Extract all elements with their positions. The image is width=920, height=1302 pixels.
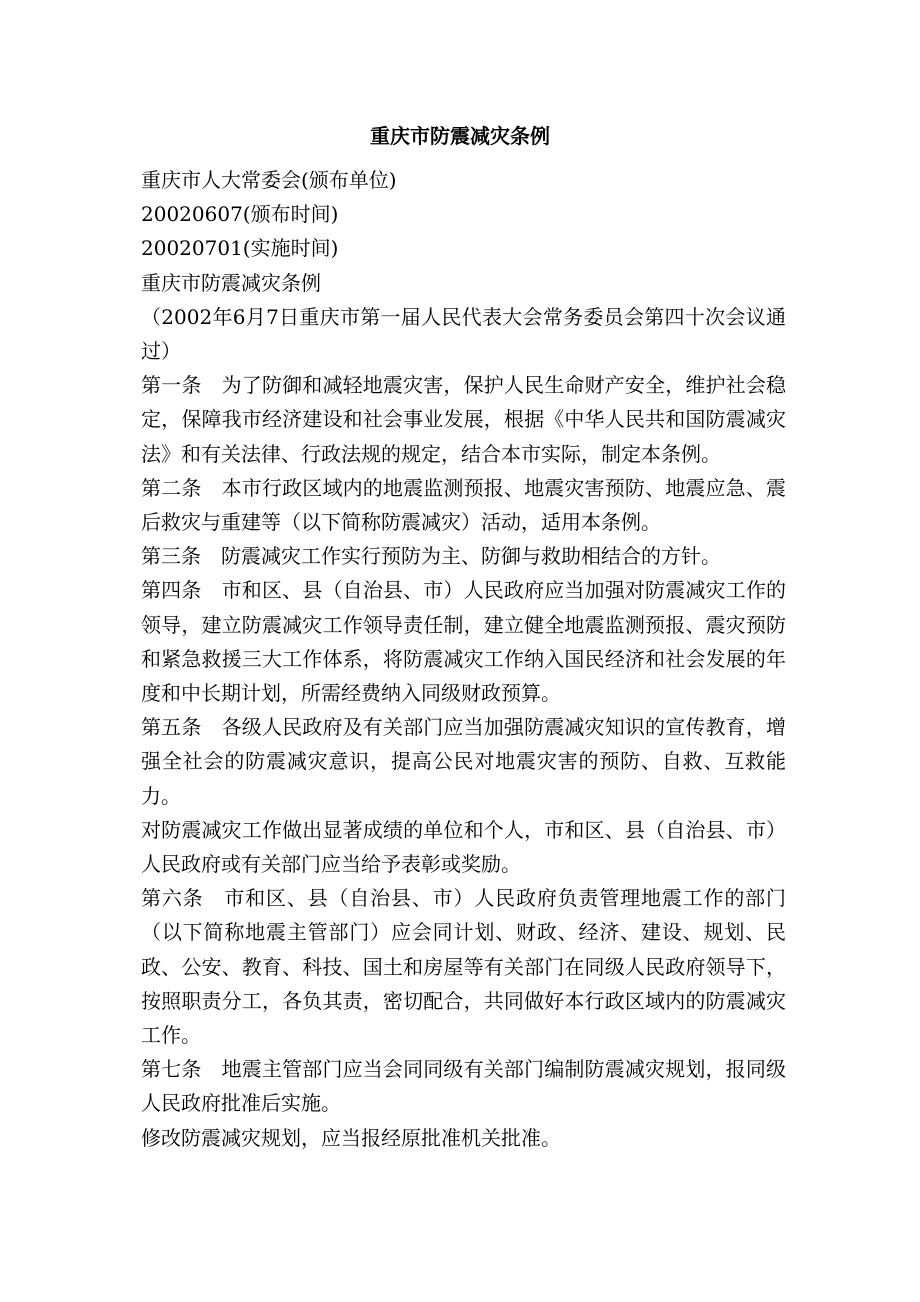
- regulation-name-line: 重庆市防震减灾条例: [141, 270, 321, 295]
- article-2: 第二条 本市行政区域内的地震监测预报、地震灾害预防、地震应急、震后救灾与重建等（以下简称防震减灾）活动，适用本条例。: [141, 475, 786, 535]
- article-6: 第六条 市和区、县（自治县、市）人民政府负责管理地震工作的部门（以下简称地震主管部门）应会同计划、财政、经济、建设、规划、民政、公安、教育、科技、国土和房屋等有关部门在同级人民政府领导下，按照职责分工，各负其责，密切配合，共同做好本行政区域内的防震减灾工作。: [141, 886, 786, 1048]
- article-5-paragraph-2: 对防震减灾工作做出显著成绩的单位和个人，市和区、县（自治县、市）人民政府或有关部门应当给予表彰或奖励。: [141, 817, 786, 877]
- article-1: 第一条 为了防御和减轻地震灾害，保护人民生命财产安全，维护社会稳定，保障我市经济建设和社会事业发展，根据《中华人民共和国防震减灾法》和有关法律、行政法规的规定，结合本市实际，制定本条例。: [141, 373, 786, 466]
- issuing-unit-line: 重庆市人大常委会(颁布单位): [141, 168, 397, 192]
- issue-date-line: 20020607(颁布时间): [141, 202, 339, 227]
- article-7-paragraph-2: 修改防震减灾规划，应当报经原批准机关批准。: [141, 1125, 561, 1150]
- article-5: 第五条 各级人民政府及有关部门应当加强防震减灾知识的宣传教育，增强全社会的防震减灾意识，提高公民对地震灾害的预防、自救、互救能力。: [141, 715, 786, 808]
- adoption-note: （2002年6月7日重庆市第一届人民代表大会常务委员会第四十次会议通过）: [141, 304, 786, 364]
- article-3: 第三条 防震减灾工作实行预防为主、防御与救助相结合的方针。: [141, 544, 721, 569]
- article-7: 第七条 地震主管部门应当会同同级有关部门编制防震减灾规划，报同级人民政府批准后实施。: [141, 1057, 786, 1116]
- document-body: [141, 163, 786, 1155]
- article-4: 第四条 市和区、县（自治县、市）人民政府应当加强对防震减灾工作的领导，建立防震减灾工作领导责任制，建立健全地震监测预报、震灾预防和紧急救援三大工作体系，将防震减灾工作纳入国民经济和社会发展的年度和中长期计划，所需经费纳入同级财政预算。: [141, 578, 786, 706]
- document-title: 重庆市防震减灾条例: [370, 124, 550, 148]
- effective-date-line: 20020701(实施时间): [141, 236, 339, 261]
